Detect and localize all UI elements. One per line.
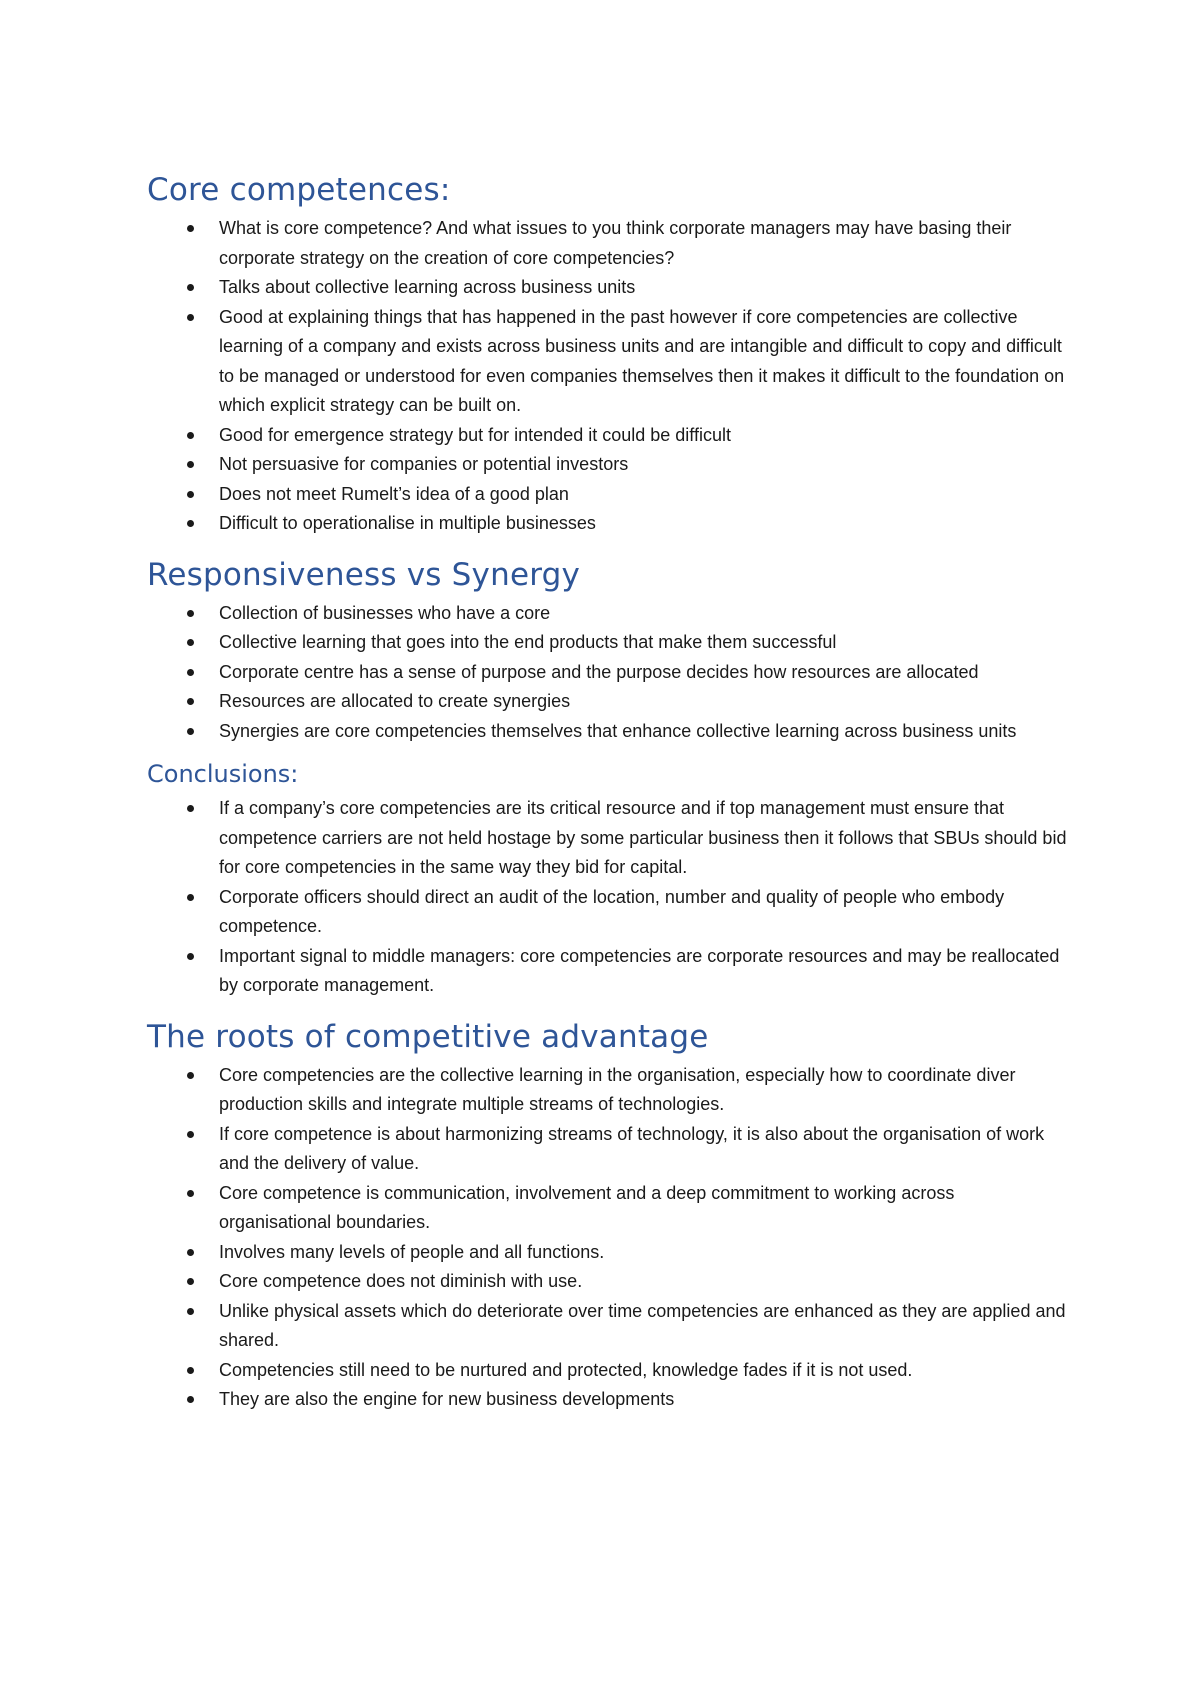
section-conclusions (147, 758, 1067, 1001)
list-item (147, 717, 1067, 747)
list-item-text: Talks about collective learning across business units (219, 277, 636, 297)
list-item-text: Corporate officers should direct an audit of the location, number and quality of people who embody competence. (219, 886, 1005, 936)
list-item (147, 480, 1067, 510)
bullet-icon (187, 432, 194, 439)
list-item-text: Resources are allocated to create synergies (219, 691, 571, 711)
list-item-text: Collection of businesses who have a core (219, 602, 551, 623)
section-heading: Conclusions: (147, 760, 299, 788)
bullet-icon (187, 1367, 194, 1374)
list-item (147, 273, 1067, 303)
list-item (147, 794, 1067, 883)
list-item-text: Corporate centre has a sense of purpose and the purpose decides how resources are allocated (219, 661, 979, 682)
list-item-text: Synergies are core competencies themselves that enhance collective learning across business units (219, 720, 1017, 741)
bullet-icon (187, 698, 194, 705)
list-item-text: Does not meet Rumelt’s idea of a good plan (219, 483, 569, 504)
section-core-competences (147, 170, 1067, 539)
list-item-text: Core competencies are the collective learning in the organisation, especially how to coordinate diver production skills and integrate multiple streams of technologies. (219, 1064, 1016, 1114)
list-item-text: Competencies still need to be nurtured and protected, knowledge fades if it is not used. (219, 1359, 913, 1380)
bullet-list (147, 599, 1067, 747)
bullet-icon (187, 1190, 194, 1197)
list-item (147, 509, 1067, 539)
list-item (147, 1179, 1067, 1238)
list-item (147, 883, 1067, 942)
list-item (147, 658, 1067, 688)
bullet-icon (187, 461, 194, 468)
list-item (147, 1061, 1067, 1120)
bullet-list (147, 1061, 1067, 1415)
list-item (147, 628, 1067, 658)
list-item-text: If a company’s core competencies are its critical resource and if top management must ensure that competence carriers are not held hostage by some particular business then it follows that SBUs should bid for core competencies in the same way they bid for capital. (219, 798, 1067, 877)
bullet-icon (187, 520, 194, 527)
list-item-text: What is core competence? And what issues to you think corporate managers may have basing their corporate strategy on the creation of core competencies? (219, 218, 1012, 268)
section-roots-of-competitive-advantage (147, 1017, 1067, 1415)
bullet-icon (187, 610, 194, 617)
list-item-text: Not persuasive for companies or potential investors (219, 454, 629, 474)
section-heading: Core competences: (147, 172, 451, 208)
bullet-icon (187, 225, 194, 232)
bullet-icon (187, 1072, 194, 1079)
list-item (147, 1356, 1067, 1386)
list-item (147, 1385, 1067, 1415)
bullet-list (147, 214, 1067, 539)
list-item-text: Important signal to middle managers: core competencies are corporate resources and may be reallocated by corporate management. (219, 945, 1060, 995)
bullet-icon (187, 1308, 194, 1315)
section-heading: Responsiveness vs Synergy (147, 556, 581, 593)
bullet-icon (187, 314, 194, 321)
list-item-text: Core competence is communication, involvement and a deep commitment to working across organisational boundaries. (219, 1182, 955, 1232)
list-item (147, 214, 1067, 273)
bullet-icon (187, 894, 194, 901)
bullet-icon (187, 1131, 194, 1138)
list-item (147, 450, 1067, 480)
list-item (147, 942, 1067, 1001)
list-item (147, 1238, 1067, 1268)
list-item-text: Good for emergence strategy but for intended it could be difficult (219, 424, 731, 445)
list-item (147, 303, 1067, 421)
list-item-text: Collective learning that goes into the end products that make them successful (219, 632, 837, 652)
bullet-icon (187, 1278, 194, 1285)
bullet-icon (187, 639, 194, 646)
bullet-icon (187, 491, 194, 498)
bullet-icon (187, 284, 194, 291)
section-heading: The roots of competitive advantage (147, 1018, 709, 1055)
bullet-icon (187, 953, 194, 960)
list-item-text: If core competence is about harmonizing streams of technology, it is also about the organisation of work and the delivery of value. (219, 1123, 1045, 1173)
list-item (147, 1297, 1067, 1356)
document-content (147, 170, 1067, 1415)
bullet-icon (187, 1249, 194, 1256)
list-item (147, 421, 1067, 451)
list-item-text: Good at explaining things that has happened in the past however if core competencies are collective learning of a company and exists across business units and are intangible and difficult to copy and difficult to be managed or understood for even companies themselves then it makes it difficult to the foundation on which explicit strategy can be built on. (219, 306, 1065, 415)
list-item-text: Involves many levels of people and all functions. (219, 1241, 605, 1262)
bullet-icon (187, 1396, 194, 1403)
list-item-text: They are also the engine for new business developments (219, 1389, 675, 1409)
section-spacer (147, 746, 1067, 758)
bullet-icon (187, 669, 194, 676)
list-item-text: Core competence does not diminish with use. (219, 1271, 583, 1291)
section-spacer (147, 1001, 1067, 1017)
list-item-text: Unlike physical assets which do deteriorate over time competencies are enhanced as they are applied and shared. (219, 1300, 1066, 1350)
list-item (147, 1120, 1067, 1179)
list-item (147, 1267, 1067, 1297)
section-responsiveness-vs-synergy (147, 555, 1067, 747)
bullet-icon (187, 728, 194, 735)
bullet-icon (187, 805, 194, 812)
bullet-list (147, 794, 1067, 1001)
list-item-text: Difficult to operationalise in multiple businesses (219, 513, 596, 533)
list-item (147, 687, 1067, 717)
list-item (147, 599, 1067, 629)
section-spacer (147, 539, 1067, 555)
